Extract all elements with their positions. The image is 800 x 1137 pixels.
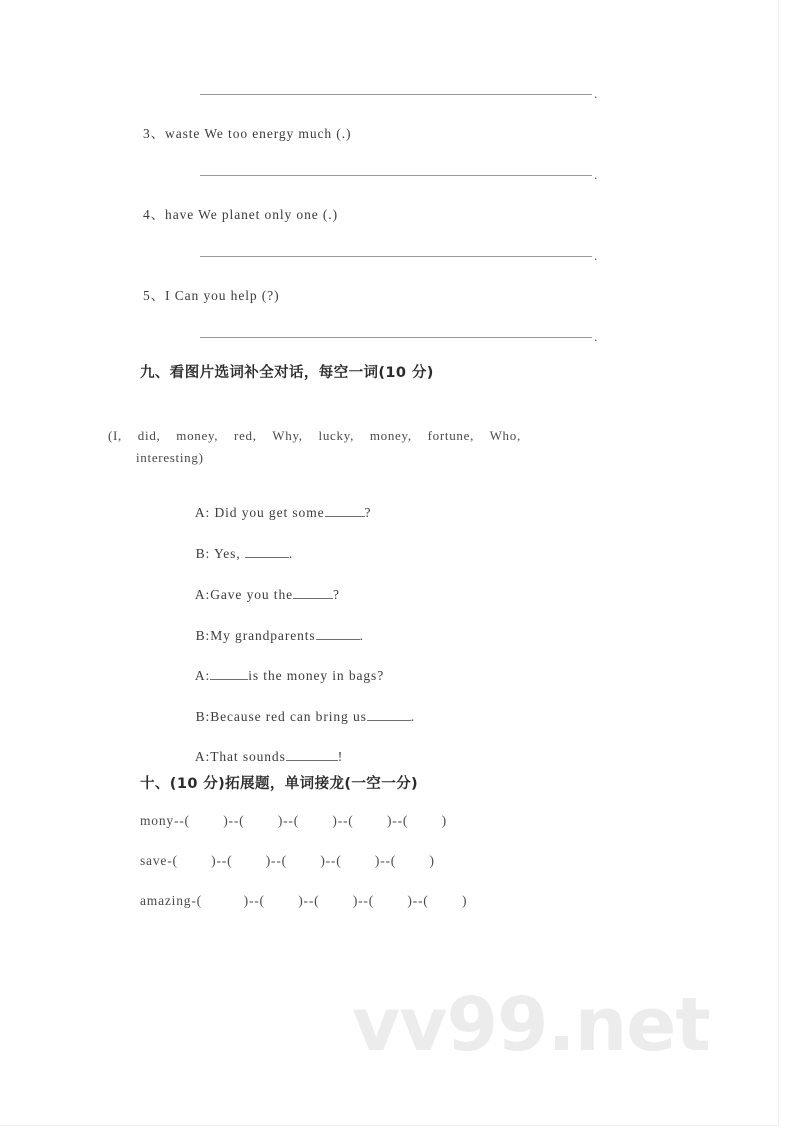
section-heading-ten: 十、(10 分)拓展题，单词接龙(一空一分) — [140, 776, 419, 792]
answer-line-period: . — [594, 86, 598, 101]
dialogue-blank[interactable] — [210, 679, 248, 680]
answer-line-period: . — [594, 329, 598, 344]
question-item-3: 3、waste We too energy much (.) — [143, 126, 352, 141]
dialogue-blank[interactable] — [245, 557, 289, 558]
word-chain-line-1[interactable]: mony--( )--( )--( )--( )--( ) — [140, 813, 447, 828]
dialogue-blank[interactable] — [293, 598, 333, 599]
section-heading-nine: 九、看图片选词补全对话，每空一词(10 分) — [140, 365, 434, 381]
dialogue-blank[interactable] — [286, 760, 338, 761]
answer-line[interactable] — [200, 167, 598, 182]
word-chain-line-2[interactable]: save-( )--( )--( )--( )--( ) — [140, 853, 435, 868]
word-bank — [108, 425, 668, 469]
question-item-4: 4、have We planet only one (.) — [143, 207, 338, 222]
word-bank-line-2: interesting) — [136, 450, 204, 465]
answer-line-period: . — [594, 248, 598, 263]
answer-line[interactable] — [200, 329, 598, 344]
question-item-5: 5、I Can you help (?) — [143, 288, 280, 303]
answer-line[interactable] — [200, 248, 598, 263]
answer-line[interactable] — [200, 86, 598, 101]
dialogue-text: B:My grandparents — [195, 628, 316, 643]
dialogue-blank[interactable] — [316, 639, 360, 640]
dialogue-text: A:Gave you the — [194, 587, 293, 602]
dialogue-tail: . — [359, 628, 364, 643]
answer-rule — [200, 256, 592, 257]
answer-rule — [200, 175, 592, 176]
dialogue-blank[interactable] — [325, 516, 365, 517]
dialogue-text: A: — [194, 668, 211, 683]
dialogue-tail: ? — [364, 505, 372, 520]
dialogue-tail: . — [410, 709, 416, 724]
word-bank-line-1: (I, did, money, red, Why, lucky, money, fortune, Who, — [108, 428, 521, 443]
answer-line-period: . — [594, 167, 598, 182]
dialogue-text: B: Yes, — [195, 546, 245, 561]
dialogue-tail: ? — [332, 587, 340, 602]
answer-rule — [200, 94, 592, 95]
word-chain-line-3[interactable]: amazing-( )--( )--( )--( )--( ) — [140, 893, 468, 908]
dialogue-blank[interactable] — [367, 720, 411, 721]
dialogue-tail: . — [288, 546, 294, 561]
dialogue-text: A: Did you get some — [194, 505, 325, 520]
dialogue-text: B:Because red can bring us — [195, 709, 367, 724]
dialogue-text: A:That sounds — [194, 749, 286, 764]
answer-rule — [200, 337, 592, 338]
dialogue-tail: ! — [337, 749, 344, 764]
watermark: vv99.net — [352, 982, 710, 1068]
dialogue-tail: is the money in bags? — [248, 668, 385, 683]
